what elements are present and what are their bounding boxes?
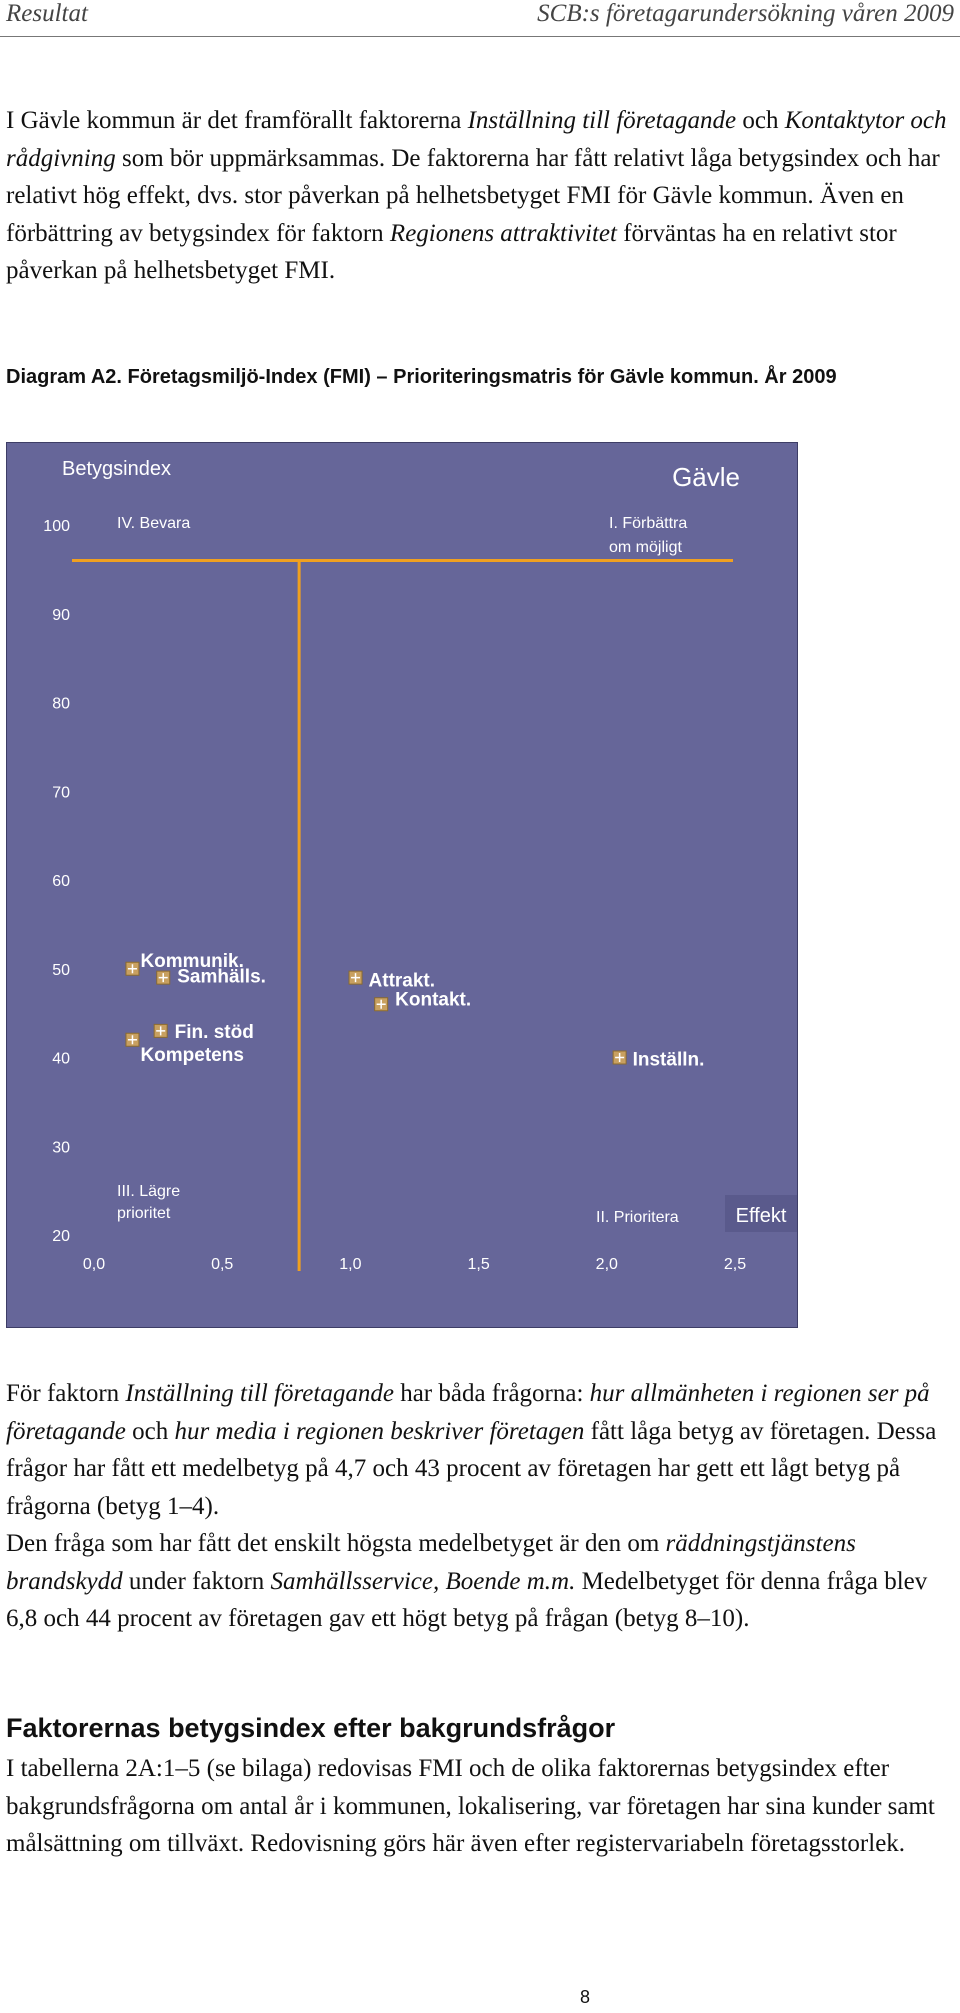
paragraph-bakgrundsfragor	[6, 1750, 954, 1863]
chart-title: Gävle	[672, 462, 740, 492]
text-run: och	[736, 107, 785, 134]
data-point-label: Kompetens	[140, 1044, 244, 1066]
text-run: Kontaktytor och rådgivning	[6, 107, 947, 172]
text-run: fått låga betyg av företagen. Dessa frågor har fått ett medelbetyg på 4,7 och 43 procent av företagen har gett ett lågt betyg på frågorna (betyg 1–4).	[6, 1417, 937, 1520]
data-point-label: Kontakt.	[395, 989, 472, 1011]
y-tick-label: 20	[52, 1228, 70, 1245]
intro-paragraph	[6, 102, 954, 290]
text-run: Regionens attraktivitet	[389, 219, 617, 247]
y-tick-label: 70	[52, 784, 70, 802]
y-tick-label: 30	[52, 1139, 70, 1157]
quadrant-label-i-line1: I. Förbättra	[609, 515, 688, 532]
data-point-label: Fin. stöd	[174, 1021, 254, 1043]
page-number: 8	[580, 1987, 591, 2007]
text-run: förväntas ha en relativt stor påverkan på helhetsbetyget FMI.	[6, 219, 897, 284]
x-tick-label: 1,5	[467, 1256, 490, 1273]
text-run: I tabellerna 2A:1–5 (se bilaga) redovisas FMI och de olika faktorernas betygsindex efter bakgrundsfrågorna om antal år i kommunen, lokalisering, var företagen har sina kunder samt målsättning om tillväxt. Redovisning görs här även efter registervariabeln företagsstorlek.	[6, 1755, 935, 1857]
paragraph-installning	[6, 1375, 954, 1525]
y-tick-label: 80	[52, 695, 70, 713]
x-axis-label: Effekt	[735, 1205, 787, 1227]
diagram-caption: Diagram A2. Företagsmiljö-Index (FMI) – Prioriteringsmatris för Gävle kommun. År 2009	[6, 366, 837, 388]
data-point-label: Samhälls.	[177, 966, 266, 988]
text-run: hur media i regionen beskriver företagen	[174, 1417, 585, 1445]
x-tick-label: 0,5	[211, 1256, 234, 1273]
page-header	[0, 0, 960, 30]
quadrant-label-ii: II. Prioritera	[596, 1209, 679, 1226]
text-run: Inställning till företagande	[467, 107, 737, 134]
text-run: Samhällsservice, Boende m.m.	[270, 1567, 576, 1595]
quadrant-label-iii-line1: III. Lägre	[117, 1183, 181, 1200]
y-tick-label: 100	[43, 518, 70, 535]
x-tick-label: 1,0	[339, 1256, 362, 1273]
y-tick-label: 40	[52, 1050, 70, 1068]
text-run: räddningstjänstens brandskydd	[6, 1530, 856, 1595]
text-run: och	[125, 1417, 175, 1445]
data-point-label: Attrakt.	[368, 970, 436, 992]
paragraph-raddningstjanst	[6, 1525, 954, 1638]
quadrant-label-iv: IV. Bevara	[117, 515, 191, 532]
text-run: I Gävle kommun är det framförallt faktorerna	[6, 107, 468, 134]
text-run: under faktorn	[122, 1567, 271, 1595]
text-run: Den fråga som har fått det enskilt högsta medelbetyget är den om	[6, 1530, 666, 1557]
quadrant-label-i-line2: om möjligt	[609, 539, 682, 556]
y-tick-label: 50	[52, 961, 70, 979]
priority-matrix-chart	[6, 442, 798, 1328]
text-run: har båda frågorna:	[393, 1380, 590, 1407]
text-run: hur allmänheten i regionen ser på företagande	[6, 1380, 930, 1445]
x-tick-label: 2,5	[723, 1256, 747, 1273]
y-tick-label: 90	[52, 606, 70, 624]
text-run: För faktorn	[6, 1380, 126, 1407]
text-run: Medelbetyget för denna fråga blev 6,8 och 44 procent av företagen gav ett högt betyg på frågan (betyg 8–10).	[6, 1567, 928, 1632]
text-run: som bör uppmärksammas. De faktorerna har fått relativt låga betygsindex och har relativt hög effekt, dvs. stor påverkan på helhetsbetyget FMI för Gävle kommun. Även en förbättring av betygsindex för faktorn	[6, 144, 940, 247]
quadrant-label-iii-line2: prioritet	[117, 1205, 171, 1222]
header-section: Resultat	[6, 0, 88, 27]
header-rule	[0, 36, 960, 37]
y-tick-label: 60	[52, 873, 70, 890]
text-run: Inställning till företagande	[125, 1380, 394, 1407]
section-title: Faktorernas betygsindex efter bakgrundsfrågor	[6, 1713, 616, 1743]
data-point-label: Kommunik.	[140, 950, 244, 972]
x-tick-label: 2,0	[595, 1256, 618, 1273]
header-publication: SCB:s företagarundersökning våren 2009	[537, 0, 954, 27]
data-point-label: Inställn.	[632, 1049, 705, 1071]
x-tick-label: 0,0	[82, 1256, 106, 1273]
y-axis-label: Betygsindex	[62, 458, 171, 480]
